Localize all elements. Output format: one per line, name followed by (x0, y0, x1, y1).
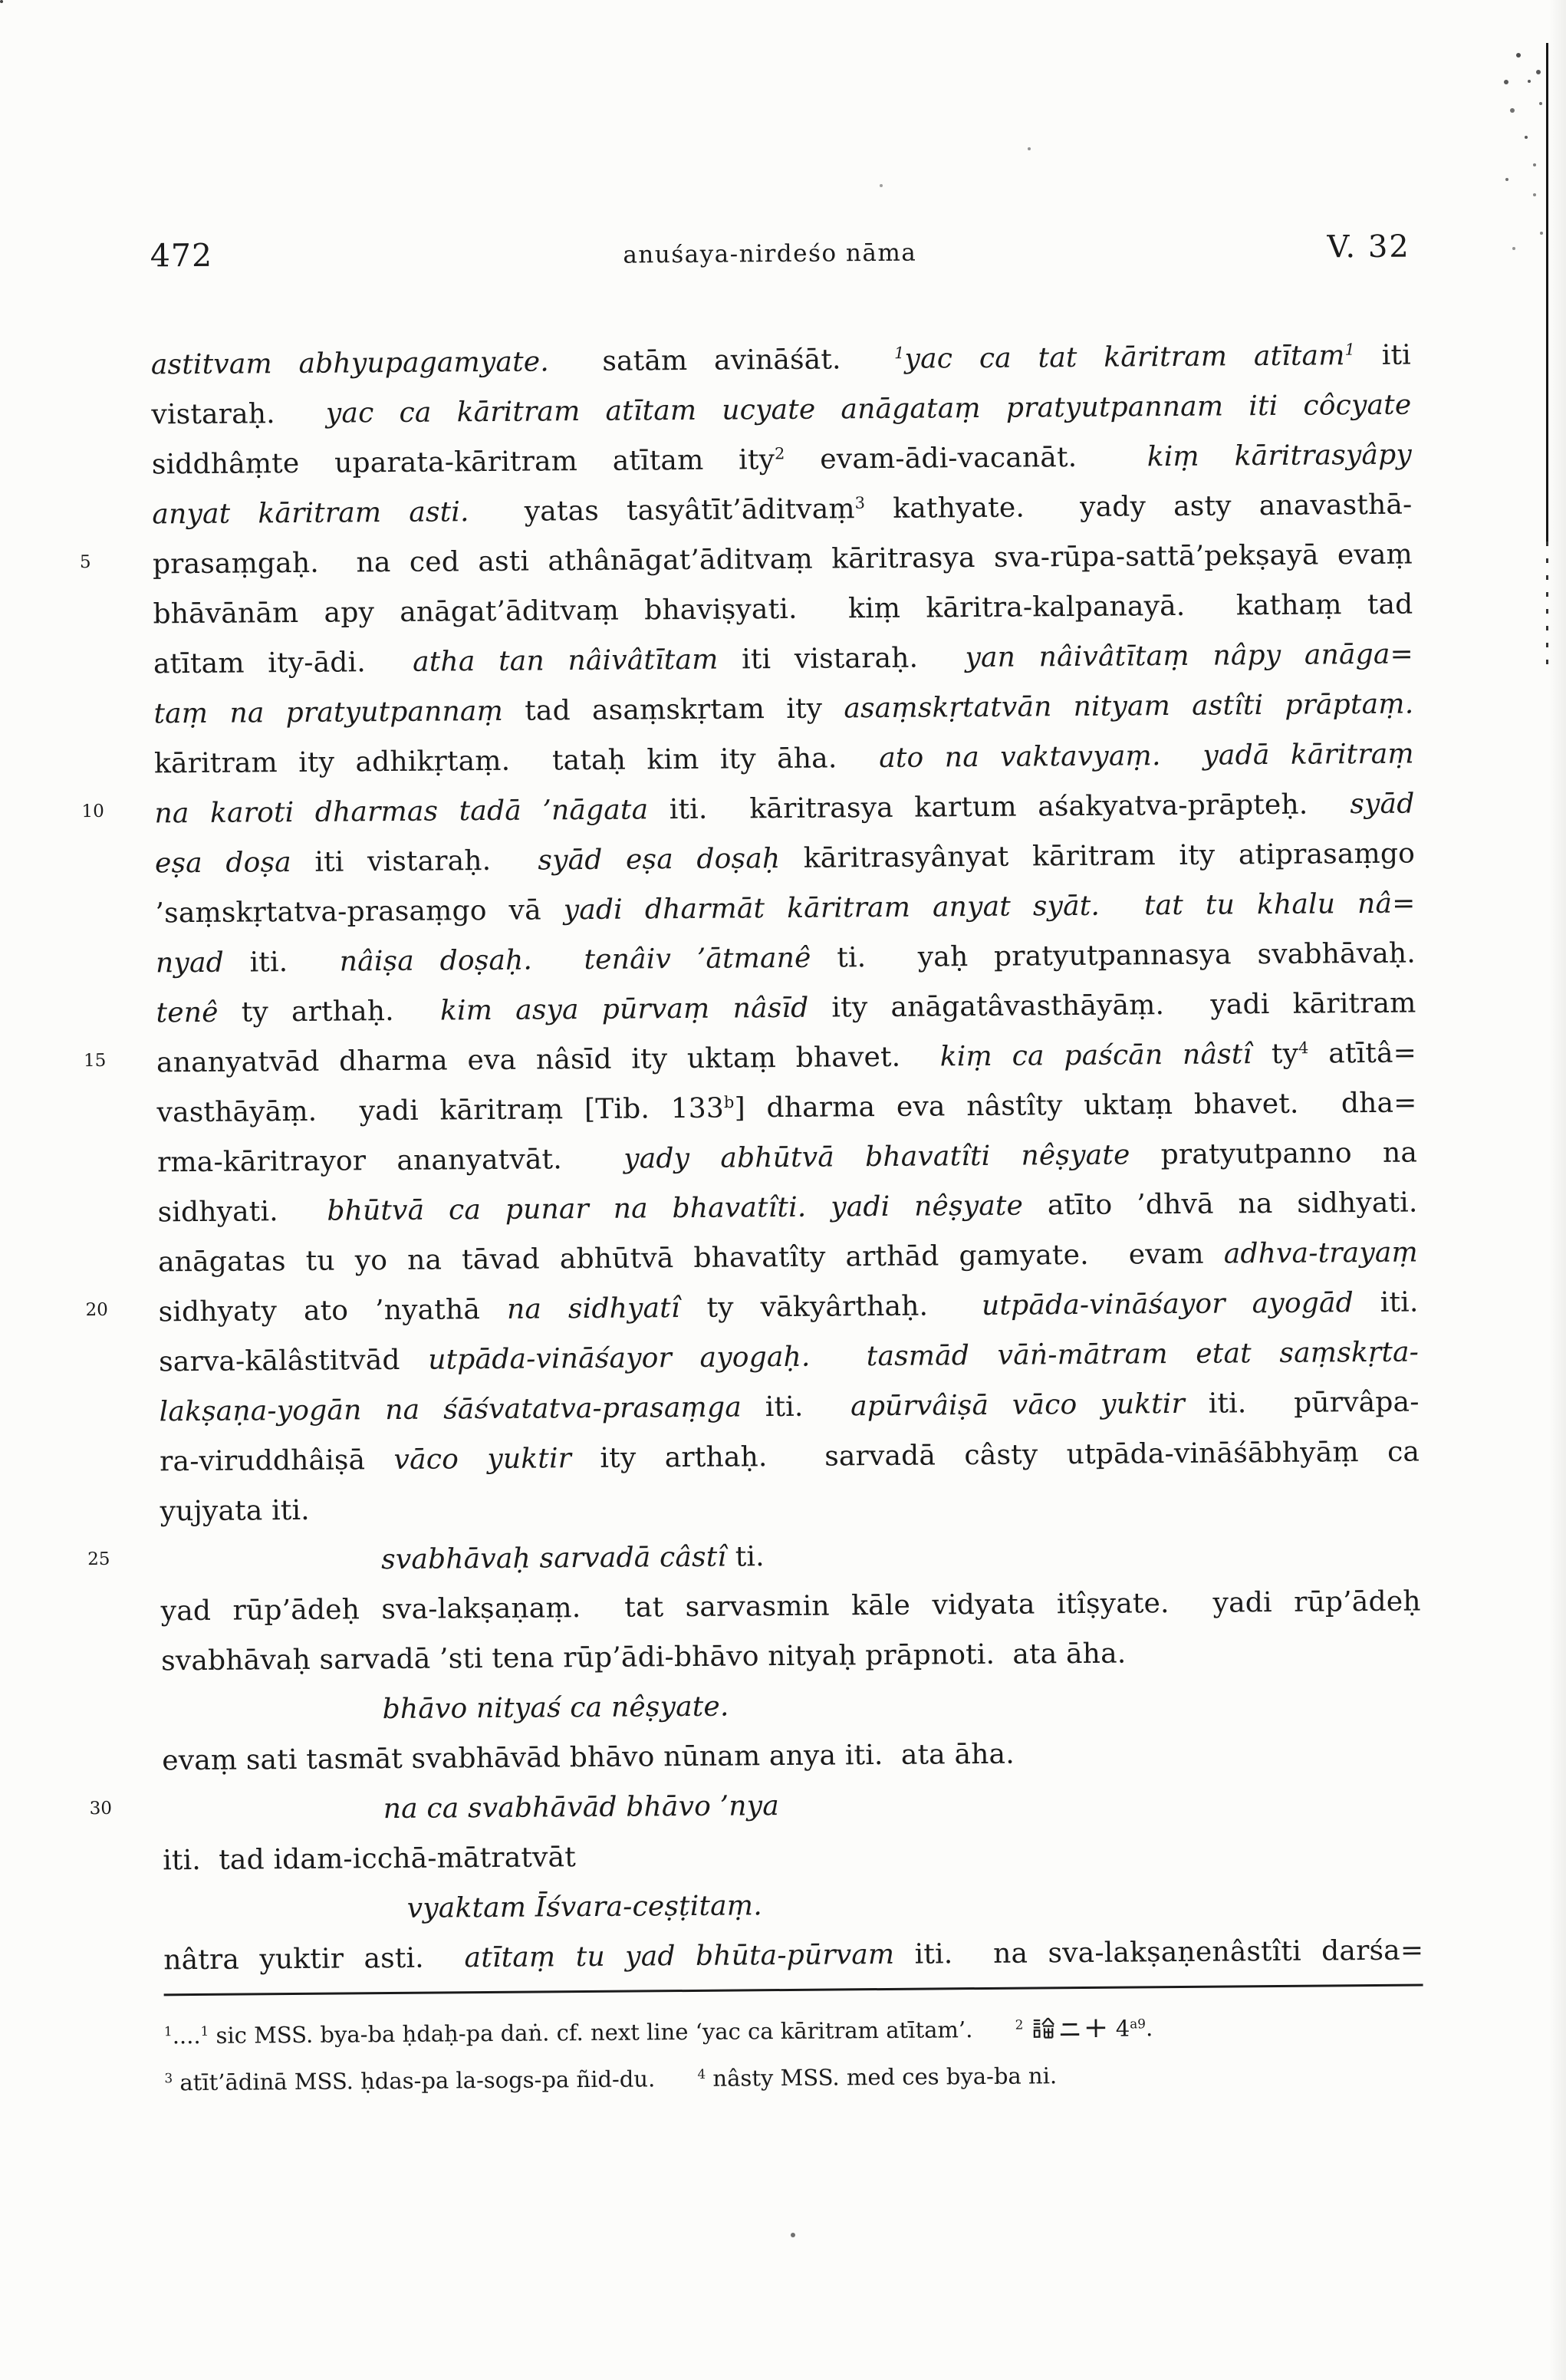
text-segment: asaṃskṛtatvān nityam astîti prāptaṃ. (844, 688, 1414, 725)
footnote-marker: 4 (1298, 1039, 1309, 1058)
text-segment: ’saṃskṛtatva-prasaṃgo vā (155, 894, 564, 930)
text-segment: vyaktam Īśvara-ceṣṭitaṃ. (406, 1890, 763, 1924)
text-segment: anyat kāritram asti. (152, 496, 469, 531)
footnote-marker: 1 (200, 2023, 209, 2039)
text-segment: bhūtvā ca punar na bhavatîti. yadi nêṣyate (327, 1190, 1024, 1227)
text-segment: ity arthaḥ. sarvadā câsty utpāda-vināśābhyāṃ ca (571, 1436, 1420, 1475)
text-segment: .... (172, 2022, 201, 2049)
text-segment: astitvam abhyupagamyate. (150, 346, 550, 381)
footnote-marker: b (723, 1092, 735, 1112)
body-text (79, 331, 1424, 1986)
text-segment: iti. (1353, 1286, 1419, 1319)
text-segment: ti. yaḥ pratyutpannasya svabhāvaḥ. (811, 937, 1416, 974)
text-segment: vistaraḥ. (151, 397, 327, 431)
text-segment: bhāvo nityaś ca nêṣyate. (382, 1690, 729, 1726)
footnote-marker: 1 (893, 344, 905, 363)
text-segment: lakṣaṇa-yogān na śāśvatatva-prasaṃga (159, 1391, 742, 1428)
text-segment: ] dharma eva nâstîty uktaṃ bhavet. dha= (734, 1087, 1417, 1124)
text-segment: yadi dharmāt kāritram anyat syāt. tat tu khalu nâ= (563, 887, 1416, 927)
footnote-marker: 2 (1015, 2016, 1024, 2033)
text-segment: atītaṃ tu yad bhūta-pūrvam (464, 1938, 895, 1974)
text-segment: satām avināśāt. (548, 343, 895, 378)
text-segment: bhāvānām apy anāgat’āditvaṃ bhaviṣyati. kiṃ kāritra-kalpanayā. kathaṃ tad (153, 588, 1413, 630)
scan-artifact-edge-dots (1546, 542, 1548, 672)
text-segment: sarva-kālâstitvād (158, 1344, 429, 1378)
text-segment: iti. (741, 1391, 851, 1424)
text-line (164, 2049, 1424, 2106)
margin-line-number: 20 (85, 1299, 108, 1321)
text-segment: tenê (156, 996, 219, 1029)
text-segment: atītam ity-ādi. (153, 646, 413, 680)
text-segment: atha tan nâivâtītam (412, 644, 719, 678)
footnotes (164, 2003, 1425, 2106)
text-segment: evam-ādi-vacanāt. (785, 441, 1147, 476)
text-segment: kim asya pūrvaṃ nâsīd (439, 992, 809, 1027)
margin-line-number: 5 (79, 552, 91, 573)
text-segment: kāritram ity adhikṛtaṃ. tataḥ kim ity āha. (153, 742, 880, 780)
text-segment: svabhāvaḥ sarvadā câstî (381, 1541, 727, 1576)
text-segment: tad asaṃskṛtam ity (502, 693, 844, 727)
text-segment: yan nâivâtītaṃ nâpy anāga= (965, 638, 1414, 674)
text-segment (972, 2016, 1015, 2043)
text-segment: nâiṣa doṣaḥ. tenâiv ’ātmanê (339, 942, 811, 978)
footnote-rule (164, 1983, 1423, 1996)
text-segment: nâtra yuktir asti. (163, 1942, 465, 1977)
text-segment: na sidhyatî (506, 1292, 680, 1325)
text-segment: utpāda-vināśayor ayogād (981, 1287, 1354, 1322)
text-segment: ti. (725, 1541, 765, 1573)
text-segment: anāgatas tu yo na tāvad abhūtvā bhavatîty arthād gamyate. evam (157, 1238, 1224, 1279)
text-segment: nyad (155, 946, 225, 979)
text-segment: syād (1350, 788, 1415, 821)
text-segment: kiṃ kāritrasyâpy (1147, 439, 1413, 473)
margin-line-number: 15 (83, 1050, 107, 1071)
text-segment: kiṃ ca paścān nâstî (939, 1039, 1252, 1073)
text-segment: kāritrasyânyat kāritram ity atiprasaṃgo (780, 838, 1416, 875)
text-segment: taṃ na pratyutpannaṃ (153, 695, 504, 730)
text-segment: yady abhūtvā bhavatîti nêṣyate (623, 1139, 1130, 1175)
text-segment: adhva-trayaṃ (1223, 1236, 1419, 1270)
text-segment: 4 (1108, 2015, 1130, 2042)
text-segment: kathyate. yady asty anavasthā- (865, 489, 1413, 525)
page-number: 472 (150, 236, 213, 275)
text-segment: ra-viruddhâiṣā (160, 1443, 394, 1478)
text-segment: siddhâṃte uparata-kāritram atītam ity (151, 444, 775, 481)
text-segment: ty vākyârthaḥ. (679, 1289, 982, 1325)
text-segment: iti vistaraḥ. (291, 844, 538, 879)
text-line (163, 1925, 1423, 1985)
footnote-marker: 1 (1344, 340, 1356, 359)
cjk-text (1030, 2016, 1108, 2043)
text-segment: atīt’ādinā MSS. ḥdas-pa la-sogs-pa ñid-du. (173, 2066, 656, 2096)
text-segment (655, 2066, 698, 2092)
margin-line-number: 10 (81, 801, 104, 822)
text-segment: atīto ’dhvā na sidhyati. (1022, 1187, 1418, 1222)
text-segment: iti (1354, 339, 1412, 372)
text-segment: yac ca kāritram atītam ucyate anāgataṃ pratyutpannam iti côcyate (325, 389, 1412, 430)
text-segment: nâsty MSS. med ces bya-ba ni. (706, 2062, 1058, 2092)
text-segment (1023, 2016, 1030, 2042)
page-header (150, 228, 1410, 275)
scan-artifact-gutter-shadow (1549, 0, 1566, 2380)
text-segment: vāco yuktir (393, 1443, 572, 1476)
text-segment: sidhyati. (157, 1195, 327, 1229)
text-segment: evaṃ sati tasmāt svabhāvād bhāvo nūnam anya iti. ata āha. (162, 1738, 1015, 1777)
text-segment: rma-kāritrayor ananyatvāt. (156, 1143, 624, 1179)
text-segment: iti. (223, 946, 340, 979)
text-segment: iti. tad idam-icchā-mātratvāt (163, 1842, 577, 1877)
text-segment: iti. na sva-lakṣaṇenâstîti darśa= (894, 1934, 1424, 1970)
text-segment: eṣa doṣa (154, 847, 292, 880)
text-segment: prasaṃgaḥ. na ced asti athânāgat’āditvaṃ kāritrasya sva-rūpa-sattā’pekṣayā evaṃ (152, 538, 1413, 581)
text-segment: pratyutpanno na (1130, 1137, 1418, 1171)
text-segment: iti. pūrvâpa- (1184, 1386, 1420, 1420)
text-segment: atītâ= (1308, 1037, 1417, 1070)
text-segment: sic MSS. bya-ba ḥdaḥ-pa daṅ. cf. next line ‘yac ca kāritram atītam’. (209, 2016, 973, 2049)
footnote-marker: 3 (164, 2070, 173, 2086)
text-segment: yatas tasyâtīt’āditvaṃ (469, 493, 855, 528)
text-segment: svabhāvaḥ sarvadā ’sti tena rūp’ādi-bhāvo nityaḥ prāpnoti. ata āha. (161, 1638, 1127, 1677)
footnote-marker: a9 (1130, 2016, 1147, 2032)
scan-artifact-edge-line (1546, 43, 1548, 542)
footnote-marker: 1 (163, 2023, 173, 2039)
text-segment: apūrvâiṣā vāco yuktir (850, 1388, 1186, 1423)
text-segment: utpāda-vināśayor ayogaḥ. tasmād vāṅ-mātram etat saṃskṛta- (428, 1336, 1420, 1376)
text-segment: yujyata iti. (160, 1494, 311, 1528)
text-segment: ty (1252, 1038, 1299, 1071)
text-segment: yad rūp’ādeḥ sva-lakṣaṇaṃ. tat sarvasmin kāle vidyata itîṣyate. yadi rūp’ādeḥ (160, 1585, 1421, 1628)
text-segment: iti vistaraḥ. (718, 642, 966, 676)
section-reference: V. 32 (1327, 229, 1410, 265)
running-title: anuśaya-nirdeśo nāma (623, 239, 917, 269)
scan-artifact-speckles (0, 0, 3, 3)
text-segment: . (1145, 2015, 1153, 2042)
text-segment: ty arthaḥ. (218, 995, 441, 1029)
footnote-marker: 4 (697, 2066, 706, 2082)
margin-line-number: 25 (87, 1549, 110, 1570)
text-segment: ity anāgatâvasthāyāṃ. yadi kāritram (808, 987, 1416, 1024)
text-segment: ato na vaktavyaṃ. yadā kāritraṃ (879, 738, 1415, 774)
footnote-marker: 3 (854, 493, 866, 512)
text-segment: na ca svabhāvād bhāvo ’nya (383, 1790, 780, 1825)
footnote-marker: 2 (774, 444, 785, 463)
text-segment: syād eṣa doṣaḥ (538, 843, 781, 877)
margin-line-number: 30 (89, 1798, 113, 1819)
text-segment: na karoti dharmas tadā ’nāgata (154, 794, 649, 830)
text-segment: iti. kāritrasya kartum aśakyatva-prāpteḥ. (648, 788, 1351, 826)
text-segment: sidhyaty ato ’nyathā (158, 1293, 508, 1328)
text-segment: vasthāyāṃ. yadi kāritraṃ [Tib. 133 (156, 1092, 725, 1129)
text-segment: ananyatvād dharma eva nâsīd ity uktaṃ bhavet. (156, 1041, 940, 1079)
text-segment: yac ca tat kāritram atītam (904, 340, 1345, 375)
